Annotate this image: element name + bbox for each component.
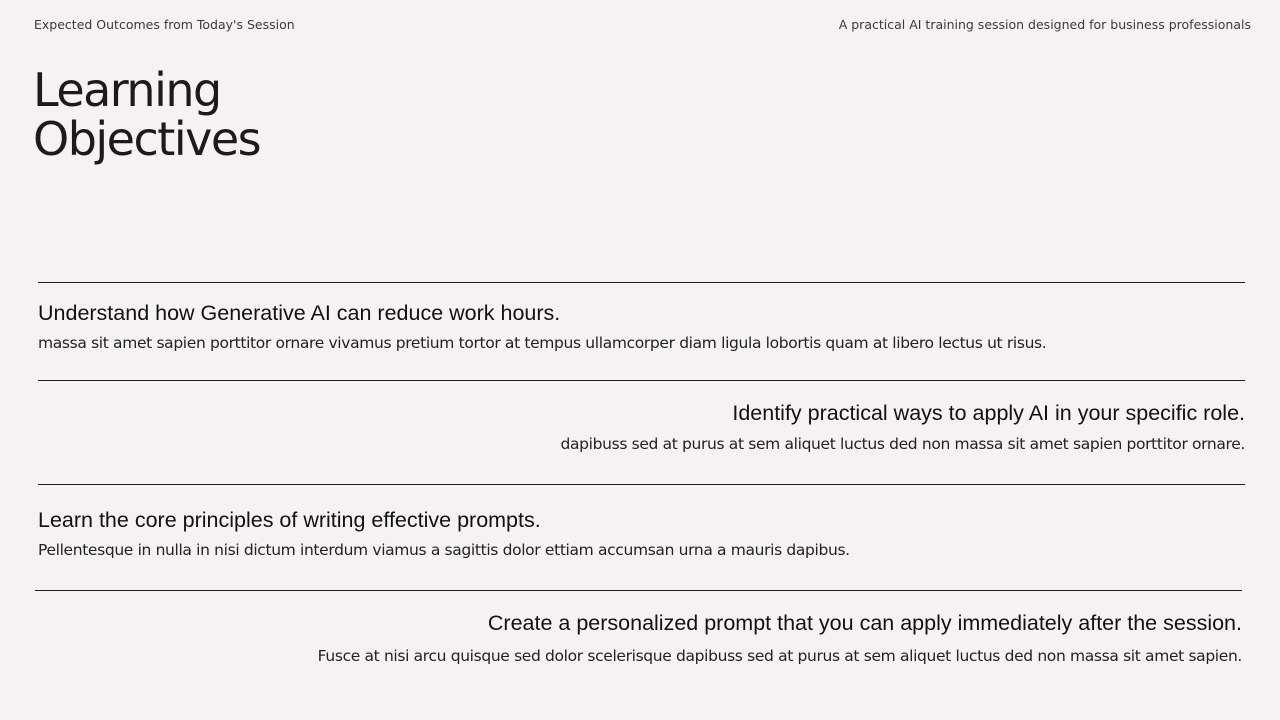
objective-description: Pellentesque in nulla in nisi dictum interdum viamus a sagittis dolor ettiam accumsan urna a mauris dapibus. xyxy=(38,541,850,559)
objective-item-2 xyxy=(38,400,1245,454)
objective-item-1 xyxy=(38,300,1245,353)
divider-2 xyxy=(38,380,1245,381)
session-subtitle: Expected Outcomes from Today's Session xyxy=(34,17,295,32)
objective-description: Fusce at nisi arcu quisque sed dolor scelerisque dapibuss sed at purus at sem aliquet luctus ded non massa sit amet sapien. xyxy=(317,647,1242,665)
objective-item-3 xyxy=(38,507,1245,560)
objective-heading: Identify practical ways to apply AI in your specific role. xyxy=(732,401,1245,425)
session-description: A practical AI training session designed for business professionals xyxy=(838,17,1251,32)
objective-item-4 xyxy=(35,610,1242,666)
objective-heading: Create a personalized prompt that you can apply immediately after the session. xyxy=(487,611,1242,635)
objective-heading: Learn the core principles of writing effective prompts. xyxy=(38,508,541,532)
objective-description: massa sit amet sapien porttitor ornare vivamus pretium tortor at tempus ullamcorper diam ligula lobortis quam at libero lectus ut risus. xyxy=(38,334,1047,352)
page-title-line-1: Learning xyxy=(33,63,221,117)
divider-1 xyxy=(38,282,1245,283)
objective-heading: Understand how Generative AI can reduce work hours. xyxy=(38,301,561,325)
objective-description: dapibuss sed at purus at sem aliquet luctus ded non massa sit amet sapien porttitor ornare. xyxy=(560,435,1245,453)
page-title-line-2: Objectives xyxy=(33,112,261,166)
divider-3 xyxy=(38,484,1245,485)
divider-4 xyxy=(35,590,1242,591)
page-title xyxy=(33,63,261,166)
